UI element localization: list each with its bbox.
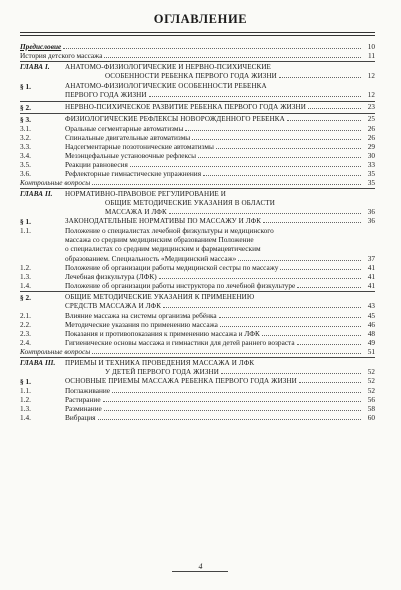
leader-dots [92, 184, 361, 185]
leader-dots [198, 157, 361, 158]
leader-dots [220, 326, 361, 327]
toc-entry-page: 41 [367, 271, 375, 281]
toc-entry-text: Вибрация [65, 413, 96, 423]
leader-dots [238, 260, 361, 261]
toc-entry[interactable] [20, 51, 375, 60]
toc-entry-text: массажа со средним медицинским образованием Положение [65, 235, 254, 245]
toc-entry[interactable] [20, 42, 375, 51]
toc-entry-text: образованием. Специальность «Медицинский массаж» [65, 253, 237, 263]
toc-entry-number: 3.5. [20, 159, 31, 169]
toc-entry-number: 3.6. [20, 168, 31, 178]
toc-entry[interactable] [20, 281, 375, 290]
toc-entry[interactable] [20, 142, 375, 151]
leader-dots [104, 57, 361, 58]
toc-entry-text: СРЕДСТВ МАССАЖА И ЛФК [65, 301, 162, 310]
toc-entry[interactable] [20, 115, 375, 124]
toc-entry-page: 37 [367, 253, 375, 263]
toc-entry-text: Мезэнцефальные установочные рефлексы [65, 150, 197, 160]
toc-entry[interactable] [20, 272, 375, 281]
toc-entry[interactable] [20, 103, 375, 112]
toc-entry-text: ОСНОВНЫЕ ПРИЕМЫ МАССАЖА РЕБЕНКА ПЕРВОГО ГОДА ЖИЗНИ [65, 377, 297, 386]
toc-entry-number: 1.1. [20, 386, 31, 396]
leader-dots [280, 269, 361, 270]
toc-entry-number: 1.3. [20, 404, 31, 414]
toc-entry[interactable] [20, 293, 375, 311]
toc-entry-number: 3.1. [20, 123, 31, 133]
toc-entry-number: § 3. [20, 114, 31, 124]
toc-entry-number: 1.4. [20, 280, 31, 290]
leader-dots [219, 317, 361, 318]
toc-entry-text: Контрольные вопросы [20, 346, 91, 356]
toc-entry[interactable] [20, 413, 375, 422]
section-divider [20, 101, 375, 102]
toc-entry[interactable] [20, 386, 375, 395]
toc-entry-number: § 2. [20, 292, 31, 302]
section-divider [20, 61, 375, 62]
toc-entry-number: § 1. [20, 377, 31, 387]
toc-entry-text: Реакции равновесия [65, 159, 128, 169]
toc-entry-page: 25 [367, 114, 375, 123]
toc-entry-page: 51 [367, 346, 375, 356]
toc-entry-number: 2.2. [20, 319, 31, 329]
leader-dots [263, 222, 361, 223]
toc-entry-text: Влияние массажа на системы организма ребёнка [65, 310, 217, 320]
toc-entry-number: § 2. [20, 102, 31, 112]
toc-entry-text: ОБЩИЕ МЕТОДИЧЕСКИЕ УКАЗАНИЯ К ПРИМЕНЕНИЮ [65, 292, 255, 301]
leader-dots [221, 373, 361, 374]
toc-entry-text: АНАТОМО-ФИЗИОЛОГИЧЕСКИЕ ОСОБЕННОСТИ РЕБЕНКА [65, 81, 267, 90]
toc-entry-number: 3.3. [20, 141, 31, 151]
table-of-contents [20, 42, 375, 422]
leader-dots [297, 287, 361, 288]
toc-entry-text: Растирание [65, 395, 101, 405]
toc-entry-number: 2.1. [20, 310, 31, 320]
toc-entry-page: 33 [367, 159, 375, 169]
toc-entry[interactable] [20, 169, 375, 178]
toc-entry-text: История детского массажа [20, 51, 103, 60]
toc-entry-number: 3.4. [20, 150, 31, 160]
leader-dots [104, 410, 361, 411]
toc-entry-page: 58 [367, 404, 375, 414]
toc-entry-text: Лечебная физкультура (ЛФК) [65, 271, 157, 281]
leader-dots [279, 77, 361, 78]
leader-dots [159, 278, 361, 279]
toc-entry-number: 1.3. [20, 271, 31, 281]
toc-entry-number: 1.2. [20, 262, 31, 272]
toc-entry-text: Спинальные двигательные автоматизмы [65, 132, 191, 142]
toc-entry[interactable] [20, 311, 375, 320]
leader-dots [103, 401, 361, 402]
toc-entry-page: 26 [367, 123, 375, 133]
page-number: 4 [198, 562, 203, 571]
toc-entry-page: 35 [367, 177, 375, 187]
toc-entry-text: Поглаживание [65, 386, 111, 396]
leader-dots [203, 175, 361, 176]
toc-entry-text: ПЕРВОГО ГОДА ЖИЗНИ [65, 90, 147, 99]
section-divider [20, 113, 375, 114]
toc-entry[interactable] [20, 190, 375, 217]
leader-dots [216, 148, 361, 149]
toc-entry-text: АНАТОМО-ФИЗИОЛОГИЧЕСКИЕ И НЕРВНО-ПСИХИЧЕСКИЕ [65, 63, 271, 71]
toc-entry-page: 12 [367, 72, 375, 80]
toc-entry[interactable] [20, 178, 375, 187]
toc-entry-page: 41 [367, 262, 375, 272]
toc-entry[interactable] [20, 263, 375, 272]
toc-entry-page: 45 [367, 310, 375, 320]
leader-dots [299, 382, 361, 383]
leader-dots [192, 139, 361, 140]
toc-entry-number: 1.2. [20, 395, 31, 405]
page-title: ОГЛАВЛЕНИЕ [153, 12, 248, 26]
toc-entry-page: 43 [367, 301, 375, 310]
toc-entry-page: 56 [367, 395, 375, 405]
toc-entry-page: 52 [367, 386, 375, 396]
toc-entry[interactable] [20, 133, 375, 142]
toc-entry[interactable] [20, 82, 375, 100]
section-divider [20, 188, 375, 189]
toc-entry-text: Положение о специалистах лечебной физкультуры и медицинского [65, 226, 274, 235]
toc-entry-text: ОБЩИЕ МЕТОДИЧЕСКИЕ УКАЗАНИЯ В ОБЛАСТИ [105, 198, 275, 207]
toc-entry-text: Предисловие [20, 42, 62, 51]
leader-dots [185, 130, 361, 131]
toc-entry-text: Положение об организации работы медицинской сестры по массажу [65, 262, 279, 272]
toc-entry-text: ФИЗИОЛОГИЧЕСКИЕ РЕФЛЕКСЫ НОВОРОЖДЕННОГО РЕБЕНКА [65, 114, 285, 123]
toc-entry-page: 49 [367, 337, 375, 347]
title-rule-top [20, 32, 375, 33]
toc-entry[interactable] [20, 395, 375, 404]
toc-entry[interactable] [20, 404, 375, 413]
leader-dots [287, 120, 361, 121]
toc-entry-page: 12 [367, 90, 375, 99]
toc-entry-number: 2.3. [20, 328, 31, 338]
toc-entry-number: § 1. [20, 217, 31, 226]
toc-entry-text: Надсегментарные позотонические автоматизмы [65, 141, 214, 151]
toc-entry-page: 26 [367, 132, 375, 142]
leader-dots [130, 166, 361, 167]
toc-entry[interactable] [20, 63, 375, 81]
toc-entry-text: НОРМАТИВНО-ПРАВОВОЕ РЕГУЛИРОВАНИЕ И [65, 189, 226, 198]
toc-entry-number: 3.2. [20, 132, 31, 142]
toc-entry-text: ЗАКОНОДАТЕЛЬНЫЕ НОРМАТИВЫ ПО МАССАЖУ И ЛФК [65, 217, 262, 225]
leader-dots [112, 392, 361, 393]
toc-entry-number: ГЛАВА II. [20, 189, 53, 198]
toc-entry[interactable] [20, 347, 375, 356]
toc-entry[interactable] [20, 359, 375, 377]
toc-entry[interactable] [20, 217, 375, 226]
toc-entry-page: 23 [367, 102, 375, 111]
leader-dots [262, 335, 361, 336]
toc-entry-text: МАССАЖА И ЛФК [105, 207, 167, 216]
toc-entry-page: 36 [367, 217, 375, 225]
toc-entry-text: ПРИЕМЫ И ТЕХНИКА ПРОВЕДЕНИЯ МАССАЖА И ЛФК [65, 358, 255, 367]
toc-entry-page: 48 [367, 328, 375, 338]
page-number-rule [172, 571, 228, 572]
toc-entry-page: 11 [367, 51, 375, 60]
leader-dots [308, 108, 361, 109]
toc-entry-page: 35 [367, 168, 375, 178]
toc-entry[interactable] [20, 320, 375, 329]
toc-entry[interactable] [20, 329, 375, 338]
toc-entry-page: 36 [367, 207, 375, 216]
toc-entry-page: 46 [367, 319, 375, 329]
toc-entry-text: Положение об организации работы инструктора по лечебной физкультуре [65, 280, 296, 290]
toc-entry-text: Оральные сегментарные автоматизмы [65, 123, 184, 133]
toc-entry-page: 41 [367, 280, 375, 290]
toc-entry-text: ОСОБЕННОСТИ РЕБЕНКА ПЕРВОГО ГОДА ЖИЗНИ [105, 72, 277, 80]
section-divider [20, 291, 375, 292]
toc-entry-text: Показания и противопоказания к применению массажа и ЛФК [65, 328, 260, 338]
toc-entry-page: 10 [367, 42, 375, 51]
toc-entry-page: 60 [367, 413, 375, 423]
toc-entry-text: Контрольные вопросы [20, 177, 91, 187]
title-rule-bottom [20, 35, 375, 36]
toc-entry-text: Методические указания по применению массажа [65, 319, 218, 329]
toc-entry-page: 52 [367, 377, 375, 386]
toc-entry-page: 52 [367, 367, 375, 376]
toc-entry-text: о специалистах со средним медицинским и фармацевтическим [65, 244, 261, 254]
leader-dots [98, 419, 361, 420]
leader-dots [169, 213, 361, 214]
leader-dots [63, 48, 361, 49]
toc-entry-number: ГЛАВА III. [20, 358, 56, 367]
leader-dots [297, 344, 361, 345]
toc-entry-text: Рефлекторные гимнастические упражнения [65, 168, 202, 178]
toc-entry[interactable] [20, 338, 375, 347]
toc-entry-number: 1.1. [20, 226, 31, 235]
toc-entry-text: У ДЕТЕЙ ПЕРВОГО ГОДА ЖИЗНИ [105, 367, 219, 376]
toc-entry[interactable] [20, 151, 375, 160]
leader-dots [149, 96, 361, 97]
leader-dots [163, 307, 361, 308]
toc-entry-number: 1.4. [20, 413, 31, 423]
toc-entry-number: 2.4. [20, 337, 31, 347]
toc-entry-page: 30 [367, 150, 375, 160]
toc-entry[interactable] [20, 377, 375, 386]
section-divider [20, 357, 375, 358]
toc-entry-number: ГЛАВА I. [20, 63, 50, 71]
toc-entry-text: Разминание [65, 404, 102, 414]
toc-entry[interactable] [20, 160, 375, 169]
toc-entry-page: 29 [367, 141, 375, 151]
leader-dots [92, 353, 361, 354]
toc-entry-text: Гигиенические основы массажа и гимнастики для детей раннего возраста [65, 337, 295, 347]
toc-entry-text: НЕРВНО-ПСИХИЧЕСКОЕ РАЗВИТИЕ РЕБЕНКА ПЕРВОГО ГОДА ЖИЗНИ [65, 102, 306, 111]
toc-entry-number: § 1. [20, 81, 31, 91]
toc-entry[interactable] [20, 124, 375, 133]
toc-entry[interactable] [20, 226, 375, 263]
